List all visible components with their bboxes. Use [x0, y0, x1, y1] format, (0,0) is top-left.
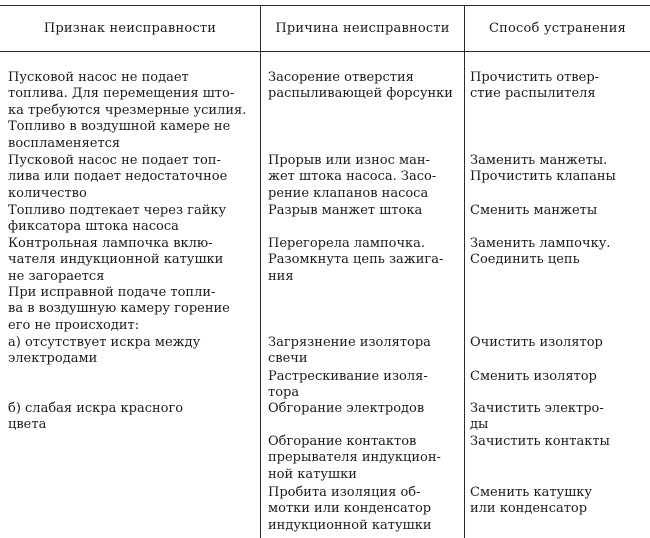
remedy-5: [470, 335, 646, 351]
symptom-4: [8, 236, 258, 285]
remedy-6-line-1: Сменить изолятор: [470, 369, 597, 384]
cause-8-line-1: Обгорание контактов: [268, 434, 417, 449]
header-cause: Причина неисправности: [275, 20, 450, 36]
cause-4-line-2: Разомкнута цепь зажига-: [268, 252, 444, 268]
symptom-5-line-1: При исправной подаче топли-: [8, 285, 216, 300]
cause-8-line-3: ной катушки: [268, 466, 357, 482]
remedy-4: [470, 236, 646, 269]
symptom-5: [8, 285, 258, 334]
cause-2: [268, 153, 462, 202]
cause-3-line-1: Разрыв манжет штока: [268, 203, 423, 218]
cause-9-line-2: мотки или конденсатор: [268, 501, 432, 517]
cause-1-line-2: распыливающей форсунки: [268, 86, 453, 102]
remedy-7-line-2: ды: [470, 417, 489, 433]
cause-6: [268, 369, 462, 402]
remedy-8-line-1: Зачистить контакты: [470, 434, 610, 449]
symptom-3: [8, 203, 258, 236]
header-bottom-rule: [0, 51, 650, 52]
symptom-2-line-1: Пусковой насос не подает топ-: [8, 153, 221, 168]
symptom-2-line-2: лива или подает недостаточное: [8, 169, 228, 185]
symptom-1-line-4: Топливо в воздушной камере не: [8, 119, 231, 135]
cause-6-line-2: тора: [268, 385, 300, 401]
remedy-2-line-2: Прочистить клапаны: [470, 169, 616, 185]
symptom-5b-line-2: цвета: [8, 417, 47, 433]
remedy-1: [470, 70, 646, 103]
cause-8-line-2: прерывателя индукцион-: [268, 450, 441, 466]
cause-9-line-1: Пробита изоляция об-: [268, 485, 421, 500]
cause-5-line-1: Загрязнение изолятора: [268, 335, 431, 350]
cause-5: [268, 335, 462, 368]
cause-8: [268, 434, 462, 483]
header-remedy: Способ устранения: [489, 20, 626, 36]
cause-4-line-1: Перегорела лампочка.: [268, 236, 426, 251]
cause-4: [268, 236, 462, 285]
symptom-2: [8, 153, 258, 202]
remedy-3: [470, 203, 646, 219]
cause-4-line-3: ния: [268, 268, 294, 284]
remedy-6: [470, 369, 646, 385]
cause-2-line-1: Прорыв или износ ман-: [268, 153, 430, 168]
remedy-4-line-2: Соединить цепь: [470, 252, 580, 268]
symptom-5b: [8, 401, 258, 434]
cause-2-line-3: рение клапанов насоса: [268, 185, 429, 201]
symptom-2-line-3: количество: [8, 185, 87, 201]
symptom-1-line-2: топлива. Для перемещения што-: [8, 86, 235, 102]
remedy-2-line-1: Заменить манжеты.: [470, 153, 608, 168]
symptom-5-line-2: ва в воздушную камеру горение: [8, 301, 230, 317]
cause-9: [268, 485, 462, 534]
cause-1: [268, 70, 462, 103]
remedy-2: [470, 153, 646, 186]
cause-9-line-3: индукционной катушки: [268, 517, 432, 533]
remedy-1-line-1: Прочистить отвер-: [470, 70, 600, 85]
cause-7: [268, 401, 462, 417]
symptom-1-line-5: воспламеняется: [8, 135, 121, 151]
remedy-9-line-2: или конденсатор: [470, 501, 588, 517]
remedy-7-line-1: Зачистить электро-: [470, 401, 604, 416]
symptom-4-line-1: Контрольная лампочка вклю-: [8, 236, 213, 251]
symptom-3-line-2: фиксатора штока насоса: [8, 219, 179, 235]
symptom-1-line-3: ка требуются чрезмерные усилия.: [8, 102, 247, 118]
symptom-5b-line-1: б) слабая искра красного: [8, 401, 184, 416]
remedy-7: [470, 401, 646, 434]
symptom-4-line-2: чателя индукционной катушки: [8, 252, 224, 268]
column-divider-2: [464, 5, 465, 538]
remedy-8: [470, 434, 646, 450]
cause-1-line-1: Засорение отверстия: [268, 70, 414, 85]
symptom-4-line-3: не загорается: [8, 268, 105, 284]
cause-6-line-1: Растрескивание изоля-: [268, 369, 428, 384]
remedy-1-line-2: стие распылителя: [470, 86, 596, 102]
remedy-5-line-1: Очистить изолятор: [470, 335, 603, 350]
remedy-4-line-1: Заменить лампочку.: [470, 236, 611, 251]
cause-5-line-2: свечи: [268, 351, 308, 367]
column-divider-1: [260, 5, 261, 538]
cause-7-line-1: Обгорание электродов: [268, 401, 425, 416]
remedy-3-line-1: Сменить манжеты: [470, 203, 598, 218]
symptom-5a-line-2: электродами: [8, 351, 98, 367]
header-symptom: Признак неисправности: [43, 20, 217, 36]
symptom-5a: [8, 335, 258, 368]
symptom-1: [8, 70, 258, 152]
symptom-5a-line-1: а) отсутствует искра между: [8, 335, 201, 350]
symptom-3-line-1: Топливо подтекает через гайку: [8, 203, 227, 218]
remedy-9: [470, 485, 646, 518]
cause-2-line-2: жет штока насоса. Засо-: [268, 169, 437, 185]
remedy-9-line-1: Сменить катушку: [470, 485, 593, 500]
cause-3: [268, 203, 462, 219]
symptom-1-line-1: Пусковой насос не подает: [8, 70, 189, 85]
symptom-5-line-3: его не происходит:: [8, 317, 140, 333]
